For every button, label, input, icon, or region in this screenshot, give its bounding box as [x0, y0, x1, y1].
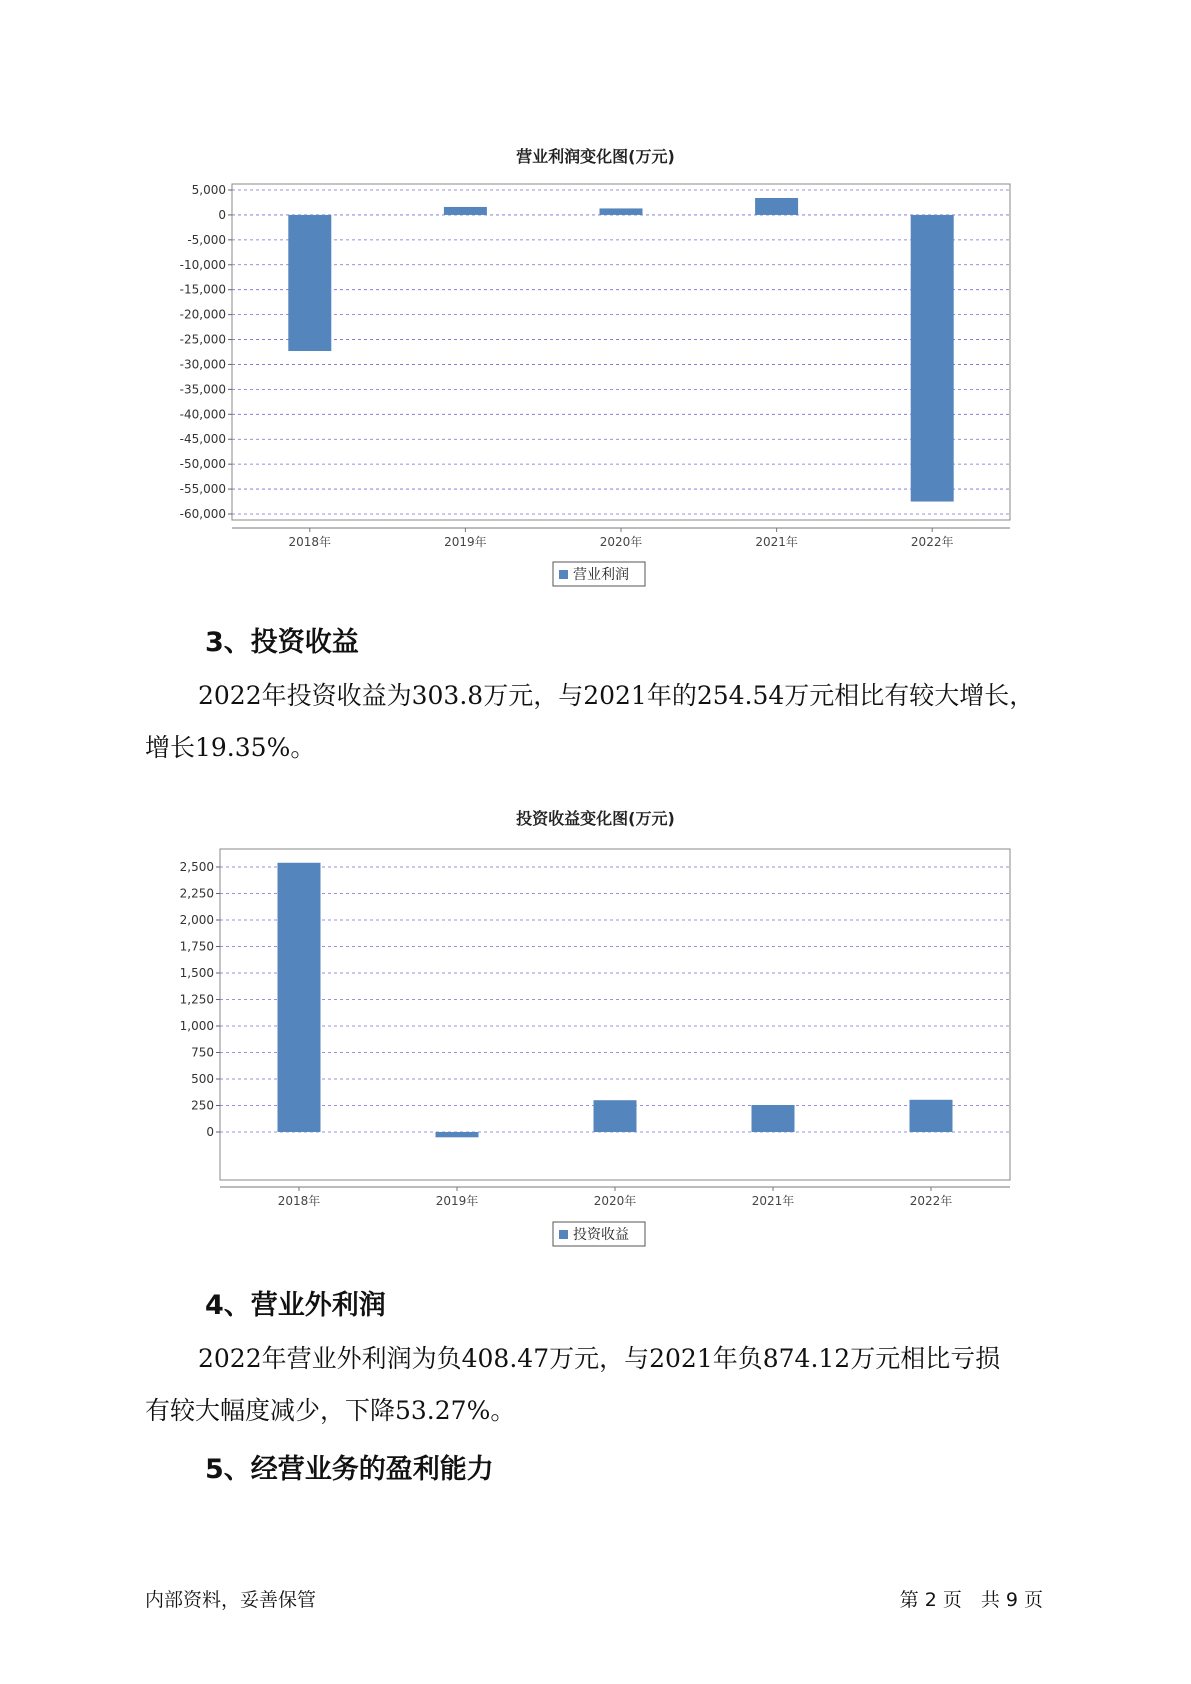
bar-2018年 [288, 215, 331, 351]
x-tick-label: 2019年 [444, 535, 487, 549]
x-tick-label: 2022年 [909, 1194, 953, 1208]
legend-swatch [559, 1230, 568, 1239]
x-tick-label: 2020年 [593, 1194, 637, 1208]
bar-2021年 [755, 198, 798, 215]
y-tick-label: 1,000 [179, 1019, 214, 1033]
x-tick-label: 2020年 [599, 535, 643, 549]
bar-2018年 [278, 863, 321, 1132]
y-tick-label: 2,500 [179, 860, 214, 874]
bar-2020年 [594, 1100, 637, 1132]
y-tick-label: -50,000 [179, 457, 226, 472]
bar-2022年 [911, 215, 954, 502]
y-tick-label: 1,500 [179, 966, 214, 980]
y-tick-label: -15,000 [179, 282, 226, 297]
x-tick-label: 2022年 [910, 535, 954, 549]
y-tick-label: 0 [218, 207, 226, 222]
section-3-line-1: 2022年投资收益为303.8万元，与2021年的254.54万元相比有较大增长， [198, 681, 1035, 710]
y-tick-label: 750 [191, 1045, 214, 1060]
bar-2021年 [752, 1105, 795, 1132]
legend-swatch [559, 570, 568, 579]
investment-income-chart [0, 835, 1191, 1255]
footer-page-number: 第 2 页 共 9 页 [899, 1589, 1043, 1611]
legend-label: 投资收益 [573, 1227, 629, 1243]
y-tick-label: -5,000 [187, 232, 226, 247]
section-4-line-1: 2022年营业外利润为负408.47万元，与2021年负874.12万元相比亏损 [198, 1344, 1001, 1373]
section-4-paragraph [145, 1333, 1075, 1437]
bar-2022年 [910, 1100, 953, 1132]
footer-left: 内部资料，妥善保管 [145, 1589, 317, 1611]
section-3-paragraph [145, 670, 1075, 774]
y-tick-label: -10,000 [179, 257, 226, 272]
section-5-heading: 5、经营业务的盈利能力 [205, 1454, 494, 1485]
chart2-title: 投资收益变化图(万元) [516, 809, 675, 828]
y-tick-label: -60,000 [179, 507, 226, 521]
section-4-heading: 4、营业外利润 [205, 1290, 386, 1321]
bar-2019年 [444, 207, 487, 215]
y-tick-label: -20,000 [179, 307, 226, 322]
section-3-heading: 3、投资收益 [205, 627, 359, 658]
y-tick-label: 500 [191, 1072, 214, 1086]
y-tick-label: -40,000 [179, 407, 226, 422]
y-tick-label: 0 [206, 1125, 214, 1139]
chart1-title: 营业利润变化图(万元) [516, 147, 675, 166]
y-tick-label: 5,000 [191, 183, 226, 197]
y-tick-label: -55,000 [179, 482, 226, 497]
x-tick-label: 2018年 [288, 535, 332, 549]
bar-2020年 [600, 208, 643, 214]
bar-2019年 [436, 1132, 479, 1137]
y-tick-label: -25,000 [179, 332, 226, 347]
plot-area [232, 184, 1010, 520]
x-tick-label: 2021年 [755, 535, 798, 549]
x-tick-label: 2018年 [277, 1194, 321, 1208]
operating-profit-chart [0, 170, 1191, 610]
y-tick-label: -35,000 [179, 382, 226, 397]
legend-label: 营业利润 [573, 567, 629, 583]
section-3-line-2: 增长19.35%。 [145, 733, 316, 762]
y-tick-label: 1,750 [179, 939, 214, 954]
x-tick-label: 2021年 [751, 1194, 795, 1208]
y-tick-label: -30,000 [179, 357, 226, 372]
y-tick-label: 1,250 [179, 992, 214, 1007]
y-tick-label: 250 [191, 1098, 214, 1113]
section-4-line-2: 有较大幅度减少，下降53.27%。 [145, 1396, 516, 1425]
y-tick-label: 2,000 [179, 913, 214, 927]
x-tick-label: 2019年 [435, 1194, 479, 1208]
y-tick-label: -45,000 [179, 432, 226, 447]
y-tick-label: 2,250 [179, 886, 214, 901]
